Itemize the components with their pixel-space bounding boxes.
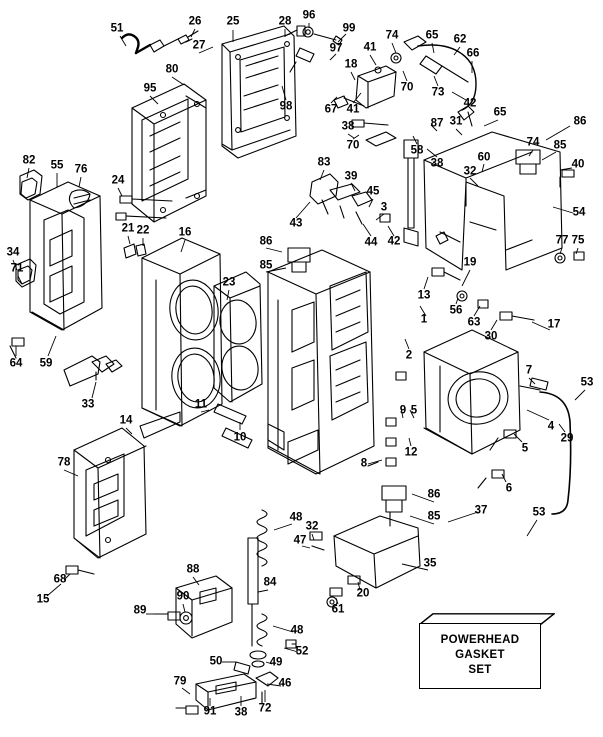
callout-number: 85 [553,139,567,152]
callout-number: 99 [342,22,356,35]
callout-number: 10 [233,431,247,444]
callout-number: 72 [258,702,272,715]
callout-number: 61 [331,603,345,616]
callout-number: 47 [293,534,307,547]
callout-number: 71 [10,262,24,275]
callout-number: 6 [505,482,513,495]
callout-number: 51 [110,22,124,35]
callout-number: 70 [400,81,414,94]
callout-number: 7 [525,364,533,377]
gasket-set-label-box [419,613,555,691]
callout-number: 91 [203,705,217,718]
callout-number: 38 [430,157,444,170]
callout-number: 22 [136,224,150,237]
callout-number: 33 [81,398,95,411]
callout-number: 87 [430,117,444,130]
callout-number: 46 [278,677,292,690]
callout-number: 67 [324,103,338,116]
callout-number: 1 [420,313,428,326]
callout-number: 42 [463,97,477,110]
callout-number: 14 [119,414,133,427]
callout-number: 53 [580,376,594,389]
callout-number: 85 [427,510,441,523]
gasket-set-text [419,633,541,678]
callout-number: 15 [36,593,50,606]
callout-number: 83 [317,156,331,169]
callout-number: 85 [259,259,273,272]
gasket-line-1: POWERHEAD [440,634,520,646]
callout-number: 62 [453,33,467,46]
callout-number: 80 [165,63,179,76]
callout-number: 27 [192,39,206,52]
callout-number: 65 [425,29,439,42]
callout-number: 68 [53,573,67,586]
callout-number: 96 [302,9,316,22]
callout-number: 21 [121,222,135,235]
callout-number: 2 [405,349,413,362]
callout-number: 60 [477,151,491,164]
callout-number: 73 [431,86,445,99]
callout-number: 86 [259,235,273,248]
callout-number: 64 [9,357,23,370]
callout-number: 18 [344,58,358,71]
callout-number: 26 [188,15,202,28]
callout-number: 58 [410,144,424,157]
callout-number: 37 [474,504,488,517]
callout-number: 34 [6,246,20,259]
callout-number: 38 [341,120,355,133]
callout-number: 5 [521,442,529,455]
callout-number: 11 [194,398,208,411]
callout-number: 42 [387,235,401,248]
callout-number: 30 [484,330,498,343]
callout-number: 32 [463,165,477,178]
callout-number: 25 [226,15,240,28]
callout-number: 65 [493,106,507,119]
callout-number: 43 [289,217,303,230]
callout-number: 95 [143,82,157,95]
callout-number: 50 [209,655,223,668]
callout-number: 38 [234,706,248,719]
callout-number: 13 [417,289,431,302]
callout-number: 8 [360,457,368,470]
callout-number: 52 [295,645,309,658]
callout-number: 28 [278,15,292,28]
callout-number: 66 [466,47,480,60]
callout-number: 74 [385,29,399,42]
callout-number: 78 [57,456,71,469]
callout-number: 89 [133,604,147,617]
callout-number: 70 [346,139,360,152]
callout-number: 35 [423,557,437,570]
callout-number: 29 [560,432,574,445]
callout-number: 97 [329,42,343,55]
callout-number: 59 [39,357,53,370]
callout-number: 86 [427,488,441,501]
gasket-line-3: SET [468,664,492,676]
callout-number: 3 [380,201,388,214]
callout-number: 41 [346,103,360,116]
callout-number: 17 [547,318,561,331]
callout-number: 12 [404,446,418,459]
callout-number: 98 [279,100,293,113]
callout-number: 23 [222,276,236,289]
callout-number: 63 [467,316,481,329]
callout-number: 74 [526,136,540,149]
callout-number: 5 [410,404,418,417]
callout-number: 48 [290,624,304,637]
callout-number: 31 [449,115,463,128]
callout-number: 90 [176,590,190,603]
callout-number: 77 [555,234,569,247]
callout-number: 82 [22,154,36,167]
callout-number: 76 [74,163,88,176]
callout-number: 45 [366,185,380,198]
callout-number: 4 [547,420,555,433]
callout-number: 54 [572,206,586,219]
callout-number: 84 [263,576,277,589]
callout-number: 56 [449,304,463,317]
gasket-line-2: GASKET [455,649,505,661]
callout-number: 16 [178,226,192,239]
callout-number: 55 [50,159,64,172]
callout-number: 32 [305,520,319,533]
callout-number: 41 [363,41,377,54]
callout-number: 75 [571,234,585,247]
callout-number: 24 [111,174,125,187]
callout-number: 88 [186,563,200,576]
callout-number: 19 [463,256,477,269]
callout-number: 86 [573,115,587,128]
callout-number: 9 [399,404,407,417]
callout-number: 48 [289,511,303,524]
callout-number: 39 [344,170,358,183]
callout-number: 20 [356,587,370,600]
callout-number: 79 [173,675,187,688]
callout-number: 40 [571,158,585,171]
callout-number: 53 [532,506,546,519]
callout-number: 49 [269,656,283,669]
callout-number: 44 [364,236,378,249]
